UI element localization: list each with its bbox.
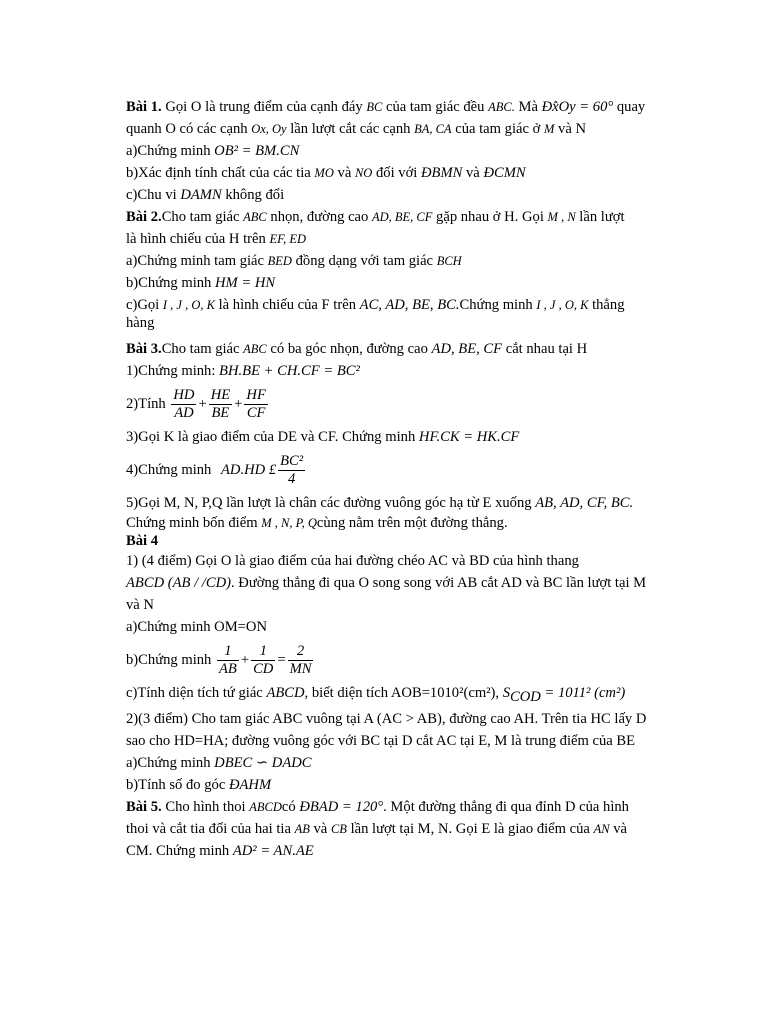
text: 3)Gọi K là giao điểm của DE và CF. Chứng minh — [126, 429, 419, 445]
text: không đổi — [221, 187, 285, 203]
operator: + — [234, 396, 243, 412]
text: của tam giác ở — [451, 121, 544, 137]
text: có — [281, 798, 300, 815]
math: AC, AD, BE, BC. — [359, 297, 460, 313]
text: Chứng minh — [459, 297, 537, 313]
text: có ba góc nhọn, đường cao — [266, 341, 432, 357]
text: b)Xác định tính chất của các tia — [126, 165, 315, 181]
b3-part-5b — [126, 514, 666, 532]
math: ÐBAD = 120° — [299, 798, 384, 815]
numerator: 2 — [288, 643, 314, 661]
text: và — [333, 165, 355, 181]
text: lần lượt — [575, 209, 625, 225]
text: và — [462, 165, 484, 181]
text: 5)Gọi M, N, P,Q lần lượt là chân các đường vuông góc hạ từ E xuống — [126, 495, 536, 511]
b4-part-2b — [126, 774, 666, 796]
text: đối với — [372, 165, 421, 181]
math: AB, AD, CF, BC. — [535, 495, 634, 511]
math: ABCD — [266, 685, 305, 701]
math: ÐBMN — [421, 165, 463, 181]
text: a)Chứng minh OM=ON — [126, 619, 267, 635]
b5-line2 — [126, 818, 666, 840]
text: a)Chứng minh tam giác — [126, 253, 268, 269]
b2-line2 — [126, 228, 666, 250]
b4-part-c — [126, 682, 666, 708]
b4-p1-line3 — [126, 594, 666, 616]
text: lần lượt tại M, N. Gọi E là giao điểm của — [346, 820, 594, 837]
b3-title: Bài 3. — [126, 341, 162, 357]
text: Gọi O là trung điểm của cạnh đáy — [161, 99, 367, 115]
b5-line3 — [126, 840, 666, 862]
text: Mà — [514, 99, 542, 115]
math: AD² = AN.AE — [232, 842, 314, 859]
math: S — [502, 685, 510, 701]
text: , biết diện tích AOB=1010²(cm²), — [304, 685, 503, 701]
math: CB — [330, 821, 347, 836]
b4-part-2a — [126, 752, 666, 774]
text: a)Chứng minh — [126, 143, 215, 159]
math: BED — [267, 254, 292, 268]
math: M — [543, 122, 555, 136]
text: thoi và cắt tia đối của hai tia — [126, 820, 295, 837]
b3-part-2 — [126, 382, 666, 426]
math: M , N — [547, 210, 576, 224]
text: gặp nhau ở H. Gọi — [432, 209, 548, 225]
math: AN — [593, 821, 610, 836]
b3-line1 — [126, 338, 666, 360]
text: Cho tam giác — [161, 209, 244, 225]
denominator: MN — [289, 661, 312, 678]
math-subscript: COD — [510, 688, 541, 705]
document-page — [126, 96, 666, 862]
b4-p1-line2 — [126, 572, 666, 594]
math: AD, BE, CF — [431, 341, 503, 357]
math: DAMN — [180, 187, 222, 203]
math: I , J , O, K — [162, 298, 215, 312]
b2-part-c-cont — [126, 316, 666, 330]
math: ÐAHM — [228, 776, 272, 793]
b1-part-b — [126, 162, 666, 184]
b5-line1 — [126, 796, 666, 818]
text: b)Chứng minh — [126, 652, 215, 668]
text: 4)Chứng minh — [126, 462, 215, 478]
b4-title-line — [126, 532, 666, 550]
math: Ðx̂Oy = 60° — [541, 99, 614, 115]
b1-part-c — [126, 184, 666, 206]
operator: = — [277, 652, 286, 668]
text: đồng dạng với tam giác — [291, 253, 437, 269]
b4-p2-line2 — [126, 730, 666, 752]
numerator: 1 — [217, 643, 239, 661]
math: ABCD (AB / /CD) — [126, 575, 231, 591]
text: . Một đường thẳng đi qua đỉnh D của hình — [383, 798, 629, 815]
text: hàng — [126, 315, 155, 331]
math: HF.CK = HK.CF — [418, 429, 520, 445]
b3-part-5 — [126, 492, 666, 514]
b5-title: Bài 5. — [126, 798, 162, 815]
b1-title: Bài 1. — [126, 99, 162, 115]
text: quanh O có các cạnh — [126, 121, 252, 137]
math: ABC. — [488, 100, 515, 114]
text: 1) (4 điểm) Gọi O là giao điểm của hai đường chéo AC và BD của hình thang — [126, 553, 579, 569]
denominator: CF — [246, 405, 266, 422]
math: BA, CA — [414, 122, 452, 136]
b4-p1-line1 — [126, 550, 666, 572]
text: 2)Tính — [126, 396, 170, 412]
math: AB — [294, 821, 310, 836]
fraction — [209, 387, 232, 422]
fraction — [278, 453, 305, 488]
b2-part-a — [126, 250, 666, 272]
text: c)Chu vi — [126, 187, 181, 203]
b1-line1 — [126, 96, 666, 118]
math: ABCD — [249, 799, 282, 814]
math: EF, ED — [269, 232, 307, 246]
math: Ox, Oy — [251, 122, 287, 136]
math: NO — [354, 166, 373, 180]
operator: + — [198, 396, 207, 412]
math: DBEC ∽ DADC — [214, 754, 312, 771]
denominator: AD — [174, 405, 194, 422]
text: và — [309, 820, 331, 837]
text: và N — [554, 121, 587, 137]
numerator: HD — [173, 387, 195, 404]
b4-part-b — [126, 638, 666, 682]
fraction — [244, 387, 267, 422]
text: và N — [126, 597, 154, 613]
text: là hình chiếu của H trên — [126, 231, 270, 247]
numerator: 1 — [251, 643, 275, 661]
text: là hình chiếu của F trên — [214, 297, 360, 313]
text: c)Tính diện tích tứ giác — [126, 685, 267, 701]
b3-part-1 — [126, 360, 666, 382]
text: cùng nằm trên một đường thẳng. — [316, 515, 508, 531]
text: sao cho HD=HA; đường vuông góc với BC tại D cắt AC tại E, M là trung điểm của BE — [126, 732, 636, 749]
denominator: BE — [211, 405, 230, 422]
denominator: AB — [219, 661, 237, 678]
text: Cho tam giác — [161, 341, 244, 357]
text: 1)Chứng minh: — [126, 363, 220, 379]
b4-p2-line1 — [126, 708, 666, 730]
text: của tam giác đều — [382, 99, 489, 115]
denominator: 4 — [288, 471, 296, 488]
math: BCH — [436, 254, 462, 268]
text: . Đường thẳng đi qua O song song với AB cắt AD và BC lần lượt tại M — [230, 575, 647, 591]
b1-part-a — [126, 140, 666, 162]
text: cắt nhau tại H — [502, 341, 588, 357]
math: I , J , O, K — [536, 298, 589, 312]
math: M , N, P, Q — [261, 516, 317, 530]
b3-part-4 — [126, 448, 666, 492]
math: OB² = BM.CN — [214, 143, 300, 159]
b2-part-c — [126, 294, 666, 316]
math: ABC — [243, 210, 267, 224]
b4-title: Bài 4 — [126, 533, 159, 549]
b2-part-b — [126, 272, 666, 294]
b3-part-3 — [126, 426, 666, 448]
math: BC — [366, 100, 383, 114]
math: ÐCMN — [483, 165, 526, 181]
denominator: CD — [253, 661, 274, 678]
b2-title: Bài 2. — [126, 209, 162, 225]
math: MO — [314, 166, 334, 180]
text: a)Chứng minh — [126, 754, 215, 771]
text: CM. Chứng minh — [126, 842, 233, 859]
fraction — [251, 643, 275, 678]
fraction — [217, 643, 239, 678]
math: AD, BE, CF — [371, 210, 433, 224]
text: b)Tính số đo góc — [126, 776, 229, 793]
numerator: HE — [210, 387, 231, 404]
text: và — [609, 820, 627, 837]
b2-line1 — [126, 206, 666, 228]
text: b)Chứng minh — [126, 275, 215, 291]
b4-part-a — [126, 616, 666, 638]
text: thẳng — [588, 297, 625, 313]
fraction — [288, 643, 314, 678]
text: c)Gọi — [126, 297, 163, 313]
math: ABC — [243, 342, 267, 356]
operator: + — [240, 652, 250, 668]
fraction — [171, 387, 196, 422]
math: AD.HD £ — [221, 462, 277, 478]
numerator: BC² — [280, 453, 304, 470]
text: 2)(3 điểm) Cho tam giác ABC vuông tại A (AC > AB), đường cao AH. Trên tia HC lấy D — [126, 710, 647, 727]
math: HM = HN — [215, 275, 276, 291]
text: quay — [613, 99, 646, 115]
math: = 1011² (cm²) — [540, 685, 626, 701]
b1-line2 — [126, 118, 666, 140]
math: BH.BE + CH.CF = BC² — [219, 363, 360, 379]
text: Cho hình thoi — [161, 798, 250, 815]
text: lần lượt cắt các cạnh — [286, 121, 415, 137]
text: nhọn, đường cao — [266, 209, 372, 225]
numerator: HF — [246, 387, 266, 404]
text: Chứng minh bốn điểm — [126, 515, 262, 531]
